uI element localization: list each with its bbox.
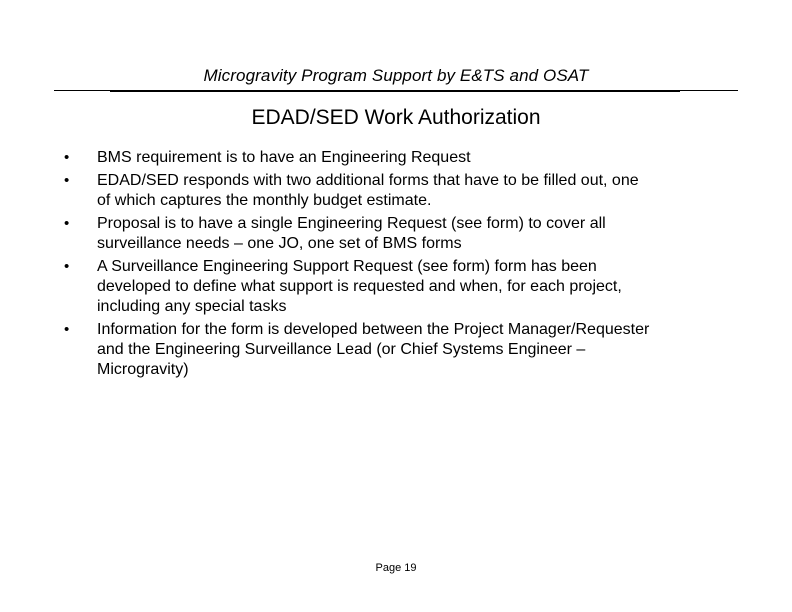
- bullet-line: BMS requirement is to have an Engineering Request: [97, 149, 471, 166]
- bullet-icon: •: [64, 149, 70, 166]
- bullet-text: [97, 171, 737, 211]
- bullet-line: and the Engineering Surveillance Lead (or Chief Systems Engineer –: [97, 341, 586, 358]
- bullet-text: [97, 214, 737, 254]
- bullet-list: [0, 148, 792, 383]
- bullet-line: Proposal is to have a single Engineering Request (see form) to cover all: [97, 215, 606, 232]
- bullet-line: surveillance needs – one JO, one set of BMS forms: [97, 235, 462, 252]
- bullet-icon: •: [64, 258, 70, 275]
- bullet-text: [97, 257, 737, 317]
- bullet-icon: •: [64, 215, 70, 232]
- list-item: [0, 214, 792, 254]
- bullet-text: [97, 148, 737, 168]
- page-number: Page 19: [375, 562, 417, 574]
- list-item: [0, 148, 792, 168]
- page-header-title: Microgravity Program Support by E&TS and OSAT: [203, 66, 589, 85]
- bullet-line: including any special tasks: [97, 298, 287, 315]
- bullet-line: EDAD/SED responds with two additional forms that have to be filled out, one: [97, 172, 639, 189]
- list-item: [0, 257, 792, 317]
- bullet-line: Microgravity): [97, 361, 189, 378]
- bullet-line: developed to define what support is requested and when, for each project,: [97, 278, 622, 295]
- bullet-icon: •: [64, 172, 70, 189]
- bullet-line: Information for the form is developed between the Project Manager/Requester: [97, 321, 650, 338]
- list-item: [0, 320, 792, 380]
- bullet-text: [97, 320, 737, 380]
- header-divider-accent: [110, 90, 680, 92]
- list-item: [0, 171, 792, 211]
- bullet-icon: •: [64, 321, 70, 338]
- page-title: EDAD/SED Work Authorization: [251, 106, 541, 129]
- bullet-line: of which captures the monthly budget estimate.: [97, 192, 432, 209]
- bullet-line: A Surveillance Engineering Support Request (see form) form has been: [97, 258, 597, 275]
